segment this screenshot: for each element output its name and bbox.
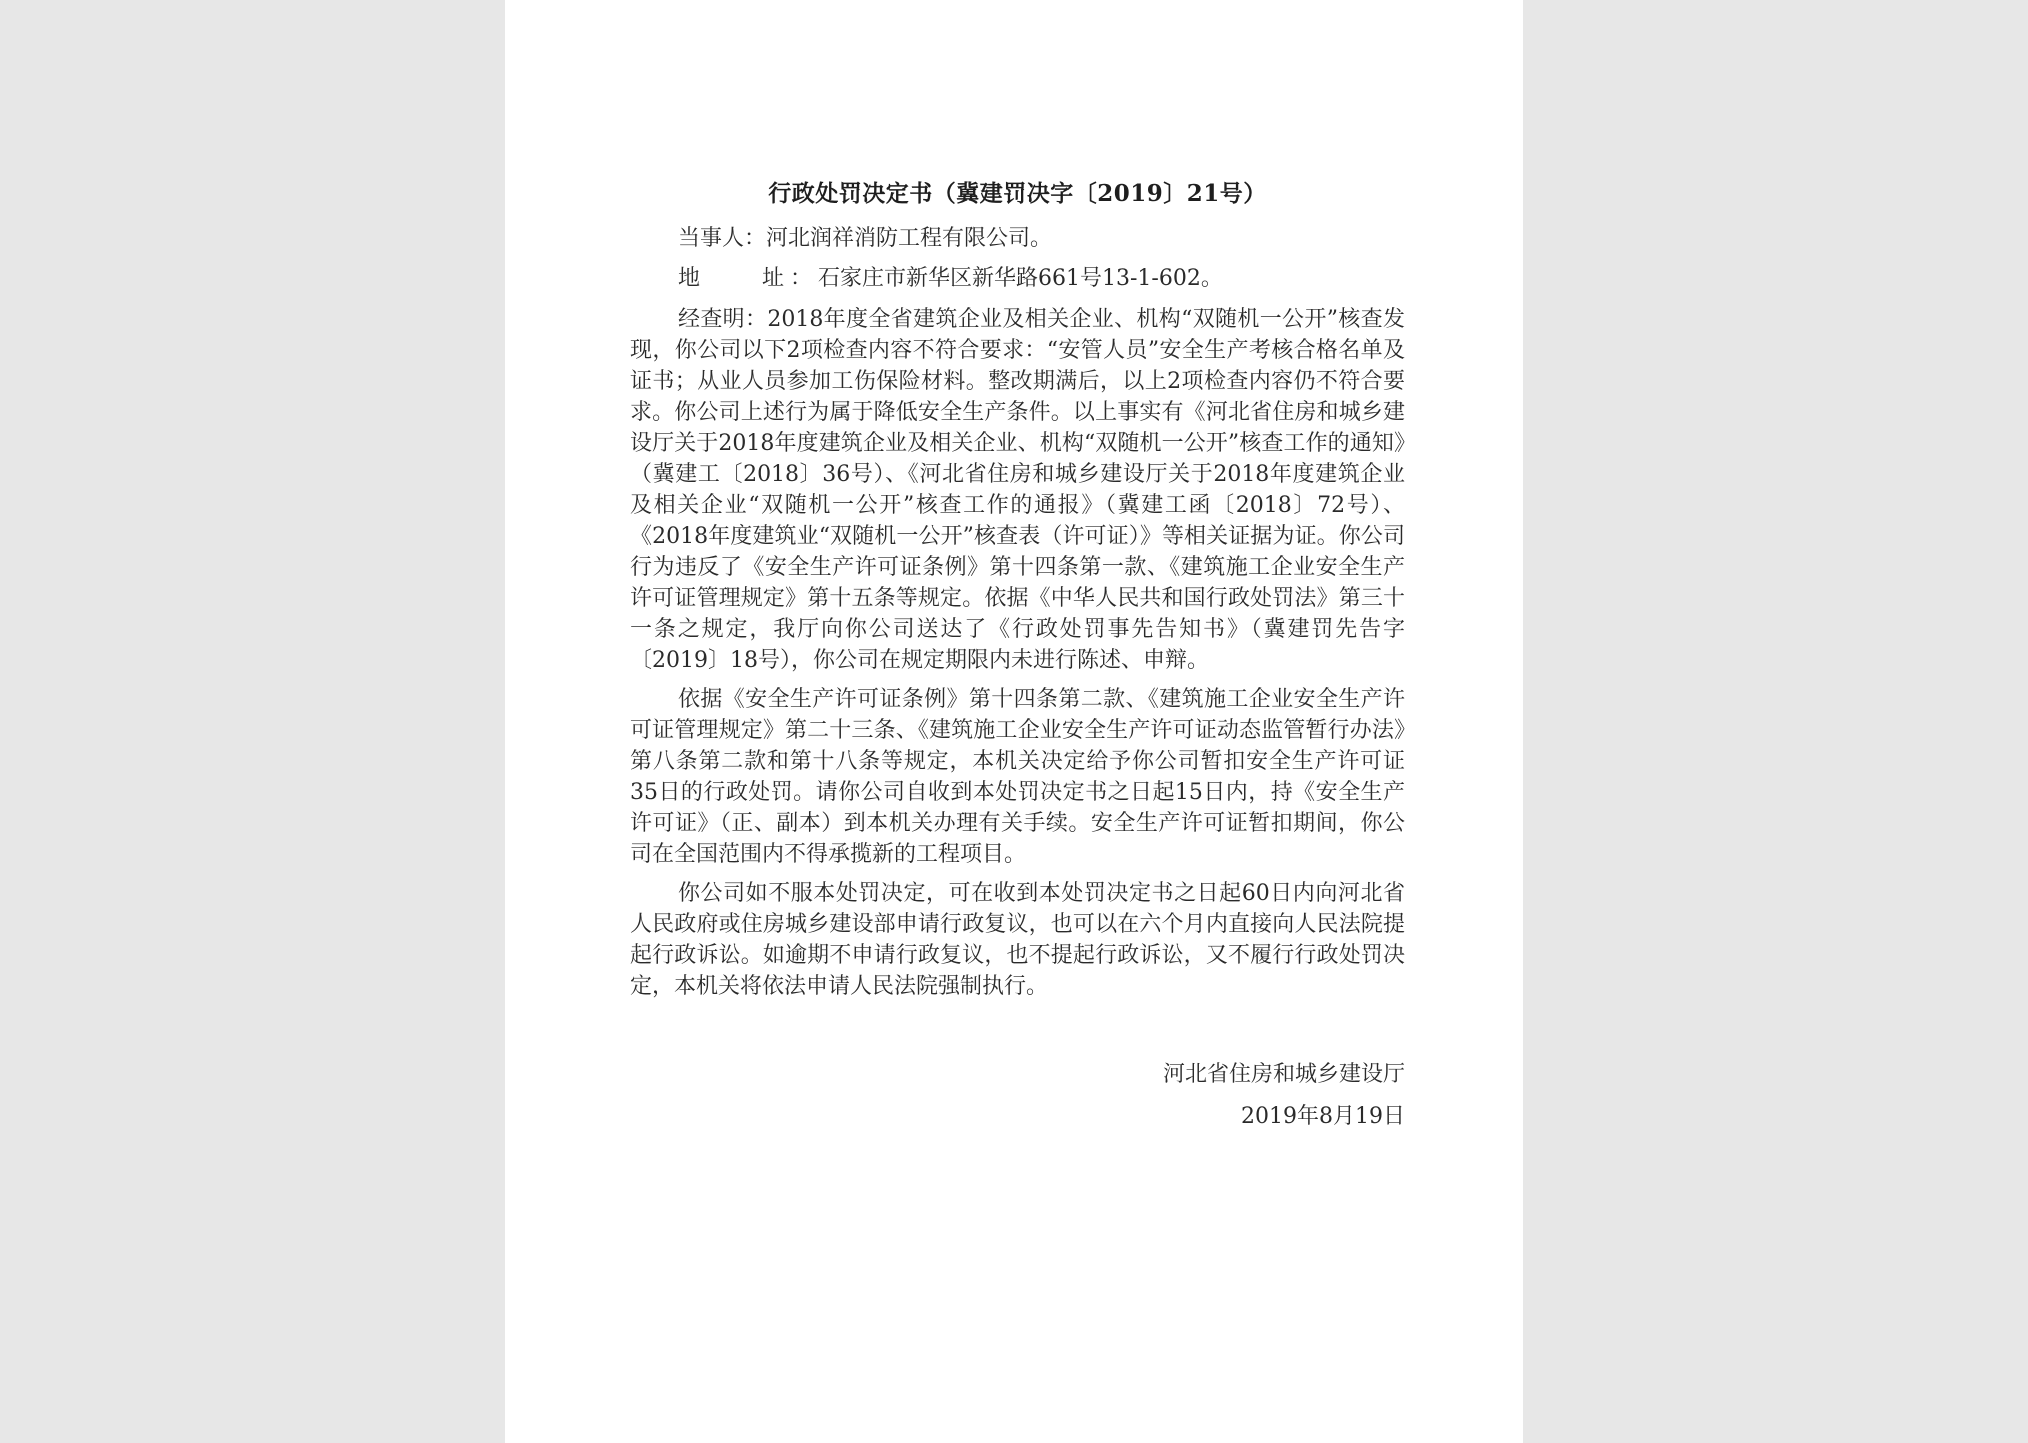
signature-block xyxy=(630,1054,1405,1138)
address-line xyxy=(630,263,1405,294)
address-value: 石家庄市新华区新华路661号13-1-602。 xyxy=(818,266,1223,291)
signature-date: 2019年8月19日 xyxy=(1241,1104,1405,1129)
document-page xyxy=(505,0,1523,1443)
signature-organization: 河北省住房和城乡建设厅 xyxy=(1162,1062,1405,1087)
address-label: 地 址： xyxy=(678,266,819,291)
appeal-paragraph: 你公司如不服本处罚决定，可在收到本处罚决定书之日起60日内向河北省人民政府或住房城乡建设部申请行政复议，也可以在六个月内直接向人民法院提起行政诉讼。如逾期不申请行政复议，也不提起行政诉讼，又不履行行政处罚决定，本机关将依法申请人民法院强制执行。 xyxy=(630,881,1405,999)
decision-paragraph: 依据《安全生产许可证条例》第十四条第二款、《建筑施工企业安全生产许可证管理规定》第二十三条、《建筑施工企业安全生产许可证动态监管暂行办法》第八条第二款和第十八条等规定，本机关决定给予你公司暂扣安全生产许可证35日的行政处罚。请你公司自收到本处罚决定书之日起15日内，持《安全生产许可证》（正、副本）到本机关办理有关手续。安全生产许可证暂扣期间，你公司在全国范围内不得承揽新的工程项目。 xyxy=(630,687,1405,867)
party-value: 河北润祥消防工程有限公司。 xyxy=(766,226,1053,251)
findings-paragraph: 经查明：2018年度全省建筑企业及相关企业、机构“双随机一公开”核查发现，你公司以下2项检查内容不符合要求：“安管人员”安全生产考核合格名单及证书；从业人员参加工伤保险材料。整改期满后，以上2项检查内容仍不符合要求。你公司上述行为属于降低安全生产条件。以上事实有《河北省住房和城乡建设厅关于2018年度建筑企业及相关企业、机构“双随机一公开”核查工作的通知》（冀建工〔2018〕36号）、《河北省住房和城乡建设厅关于2018年度建筑企业及相关企业“双随机一公开”核查工作的通报》（冀建工函〔2018〕72号）、《2018年度建筑业“双随机一公开”核查表（许可证）》等相关证据为证。你公司行为违反了《安全生产许可证条例》第十四条第一款、《建筑施工企业安全生产许可证管理规定》第十五条等规定。依据《中华人民共和国行政处罚法》第三十一条之规定，我厅向你公司送达了《行政处罚事先告知书》（冀建罚先告字〔2019〕18号），你公司在规定期限内未进行陈述、申辩。 xyxy=(630,307,1405,673)
party-label: 当事人： xyxy=(678,226,767,251)
party-line xyxy=(630,223,1405,254)
document-body xyxy=(630,178,1405,1138)
document-title: 行政处罚决定书（冀建罚决字〔2019〕21号） xyxy=(768,180,1267,207)
